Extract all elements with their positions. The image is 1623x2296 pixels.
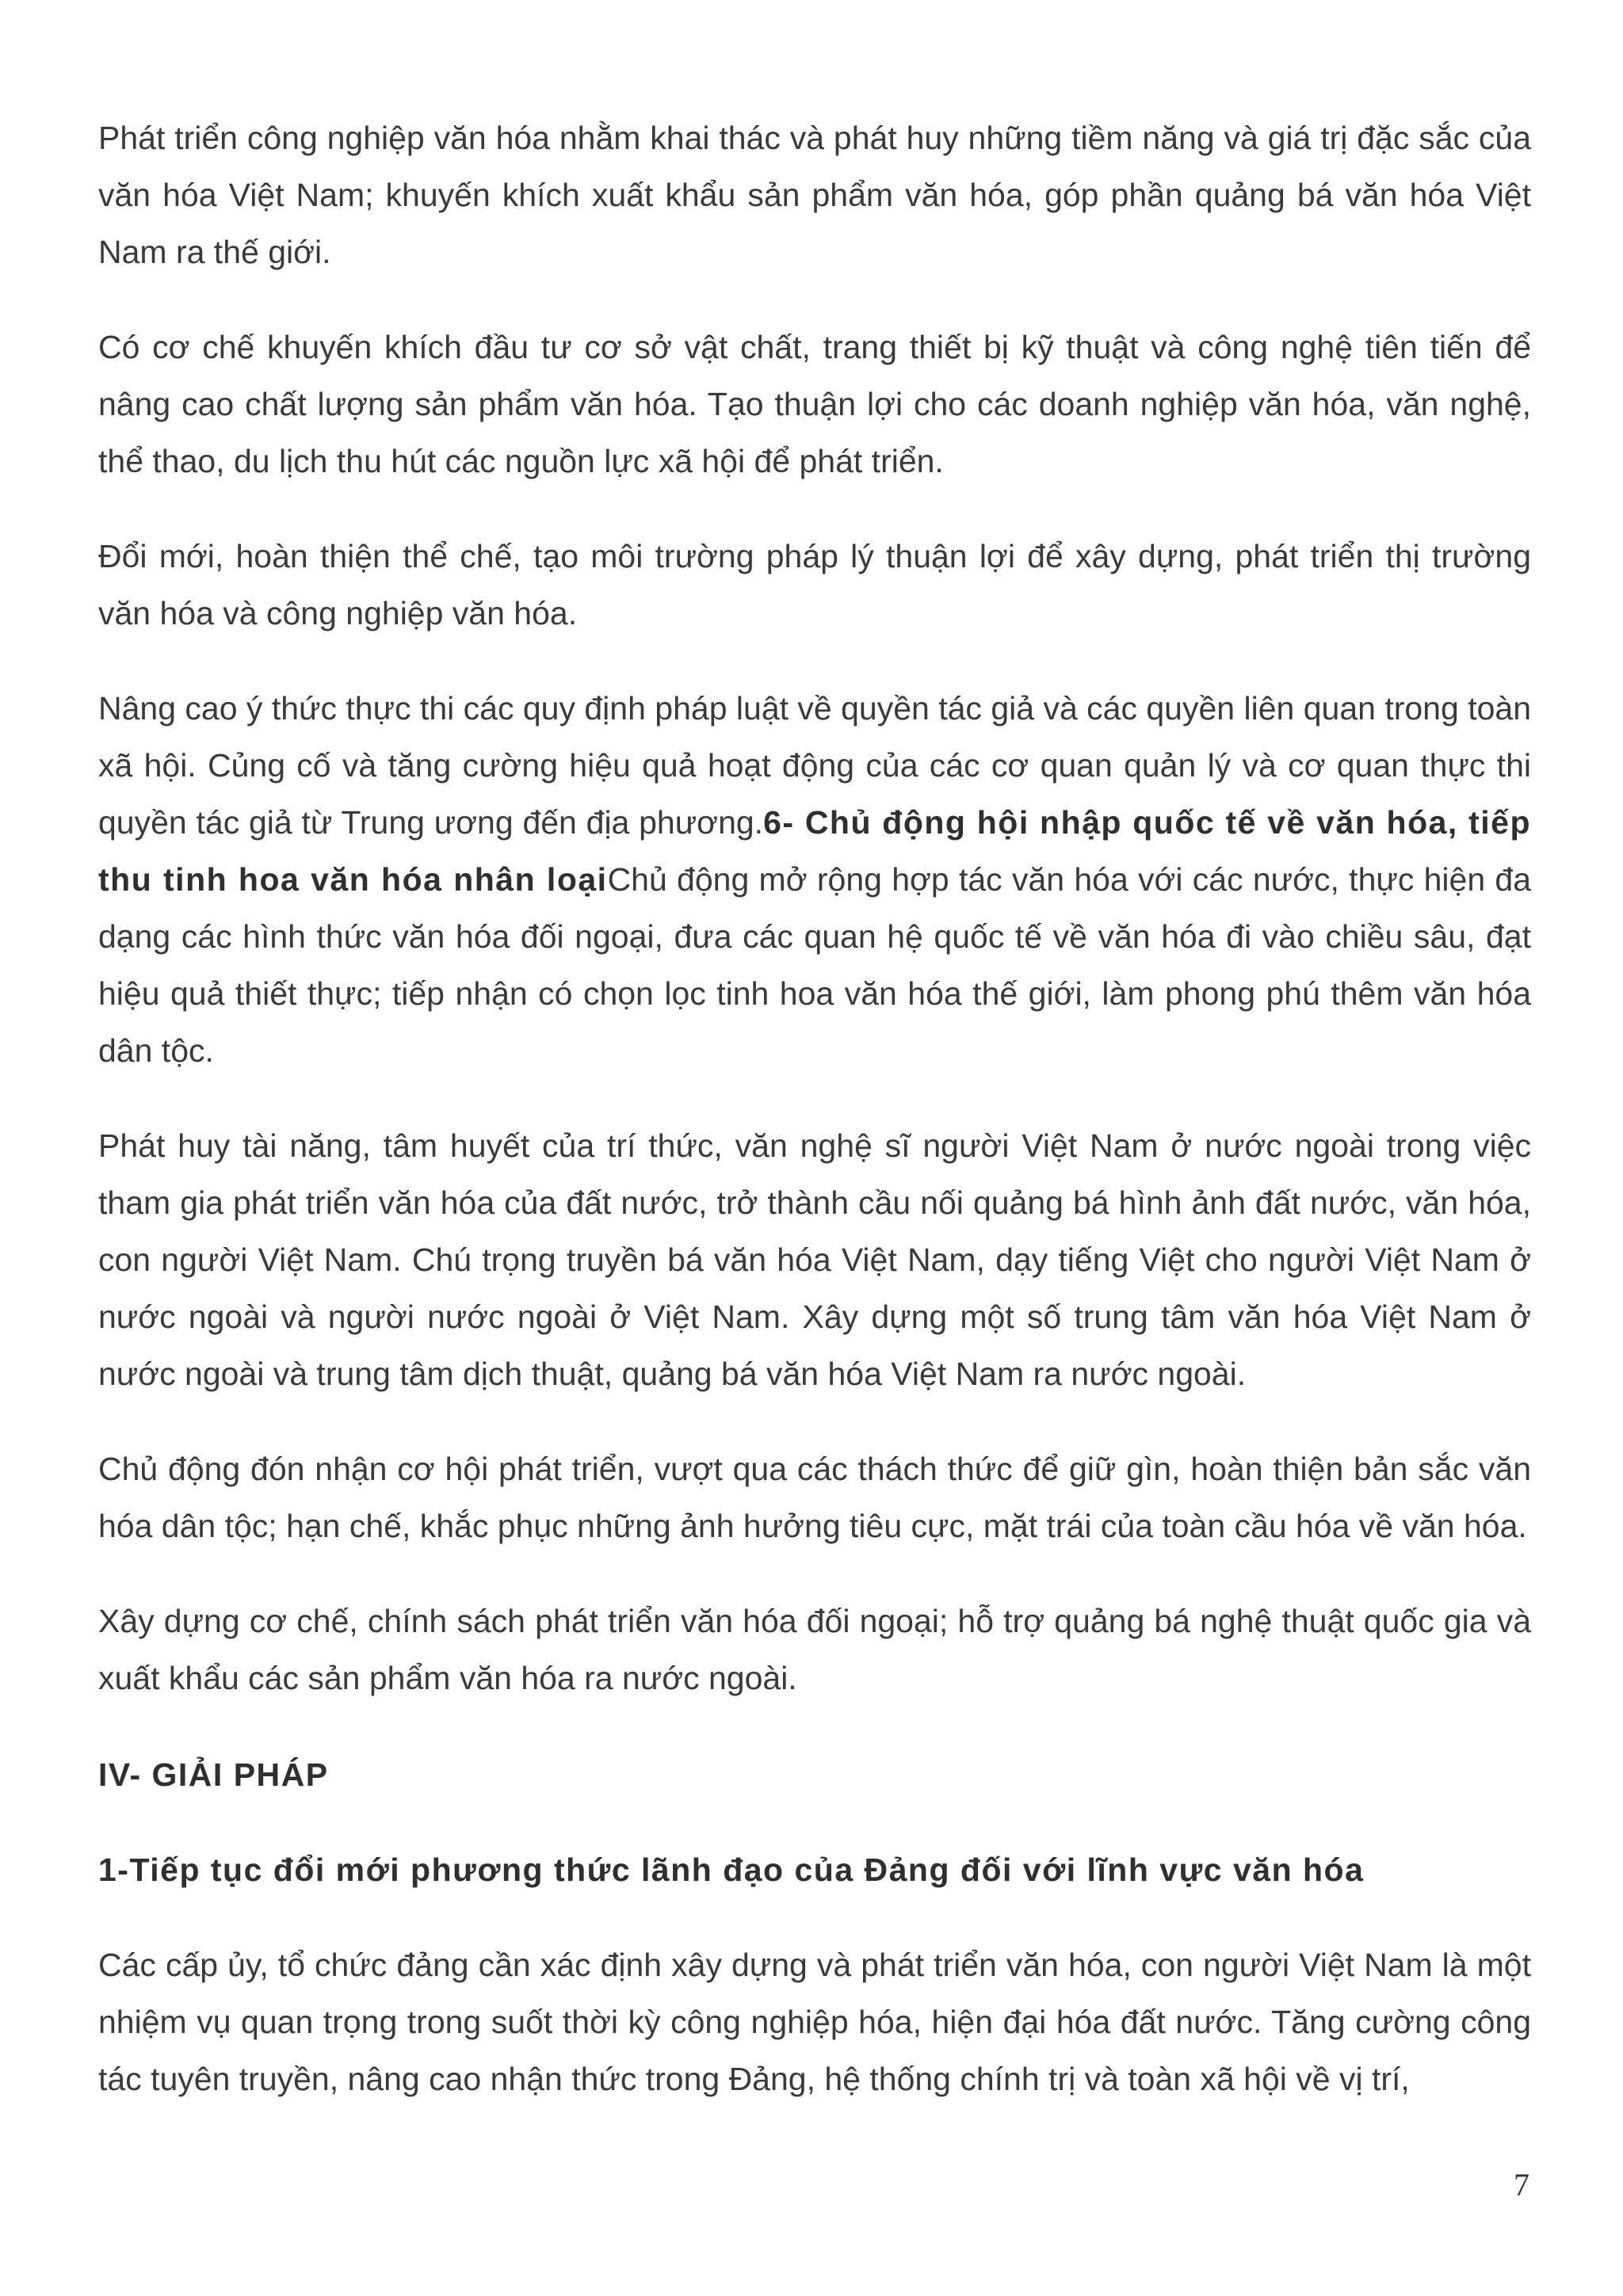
page-number: 7 [1514,2167,1529,2203]
paragraph-investment-mechanism: Có cơ chế khuyến khích đầu tư cơ sở vật chất, trang thiết bị kỹ thuật và công nghệ tiên tiến để nâng cao chất lượng sản phẩm văn hóa. Tạo thuận lợi cho các doanh nghiệp văn hóa, văn nghệ, thể thao, du lịch thu hút các nguồn lực xã hội để phát triển. [98,329,1531,479]
subsection-heading-party-leadership: 1-Tiếp tục đổi mới phương thức lãnh đạo của Đảng đối với lĩnh vực văn hóa [98,1852,1365,1888]
paragraph-overseas-talent: Phát huy tài năng, tâm huyết của trí thức, văn nghệ sĩ người Việt Nam ở nước ngoài trong việc tham gia phát triển văn hóa của đất nước, trở thành cầu nối quảng bá hình ảnh đất nước, văn hóa, con người Việt Nam. Chú trọng truyền bá văn hóa Việt Nam, dạy tiếng Việt cho người Việt Nam ở nước ngoài và người nước ngoài ở Việt Nam. Xây dựng một số trung tâm văn hóa Việt Nam ở nước ngoài và trung tâm dịch thuật, quảng bá văn hóa Việt Nam ra nước ngoài. [98,1127,1531,1392]
paragraph-cooperation-text: Chủ động mở rộng hợp tác văn hóa với các nước, thực hiện đa dạng các hình thức văn hóa đối ngoại, đưa các quan hệ quốc tế về văn hóa đi vào chiều sâu, đạt hiệu quả thiết thực; tiếp nhận có chọn lọc tinh hoa văn hóa thế giới, làm phong phú thêm văn hóa dân tộc. [98,861,1532,1069]
section-heading-solutions: IV- GIẢI PHÁP [98,1756,329,1793]
paragraph-copyright-text: Nâng cao ý thức thực thi các quy định pháp luật về quyền tác giả và các quyền liên quan trong toàn xã hội. Củng cố và tăng cường hiệu quả hoạt động của các cơ quan quản lý và cơ quan thực thi quyền tác giả từ Trung ương đến địa phương. [98,690,1531,841]
inline-heading-international-integration: 6- Chủ động hội nhập quốc tế về văn hóa, tiếp thu tinh hoa văn hóa nhân loại [98,804,1531,898]
paragraph-cultural-industry: Phát triển công nghiệp văn hóa nhằm khai thác và phát huy những tiềm năng và giá trị đặc sắc của văn hóa Việt Nam; khuyến khích xuất khẩu sản phẩm văn hóa, góp phần quảng bá văn hóa Việt Nam ra thế giới. [98,120,1531,270]
paragraph-foreign-cultural-policy: Xây dựng cơ chế, chính sách phát triển văn hóa đối ngoại; hỗ trợ quảng bá nghệ thuật quốc gia và xuất khẩu các sản phẩm văn hóa ra nước ngoài. [98,1603,1531,1696]
paragraph-globalization-opportunities: Chủ động đón nhận cơ hội phát triển, vượt qua các thách thức để giữ gìn, hoàn thiện bản sắc văn hóa dân tộc; hạn chế, khắc phục những ảnh hưởng tiêu cực, mặt trái của toàn cầu hóa về văn hóa. [98,1451,1531,1544]
document-body [98,109,1531,2107]
paragraph-copyright-enforcement [98,680,1531,1079]
paragraph-institutional-reform: Đổi mới, hoàn thiện thể chế, tạo môi trường pháp lý thuận lợi để xây dựng, phát triển thị trường văn hóa và công nghiệp văn hóa. [98,538,1531,631]
paragraph-party-committees: Các cấp ủy, tổ chức đảng cần xác định xây dựng và phát triển văn hóa, con người Việt Nam là một nhiệm vụ quan trọng trong suốt thời kỳ công nghiệp hóa, hiện đại hóa đất nước. Tăng cường công tác tuyên truyền, nâng cao nhận thức trong Đảng, hệ thống chính trị và toàn xã hội về vị trí, [98,1947,1531,2097]
